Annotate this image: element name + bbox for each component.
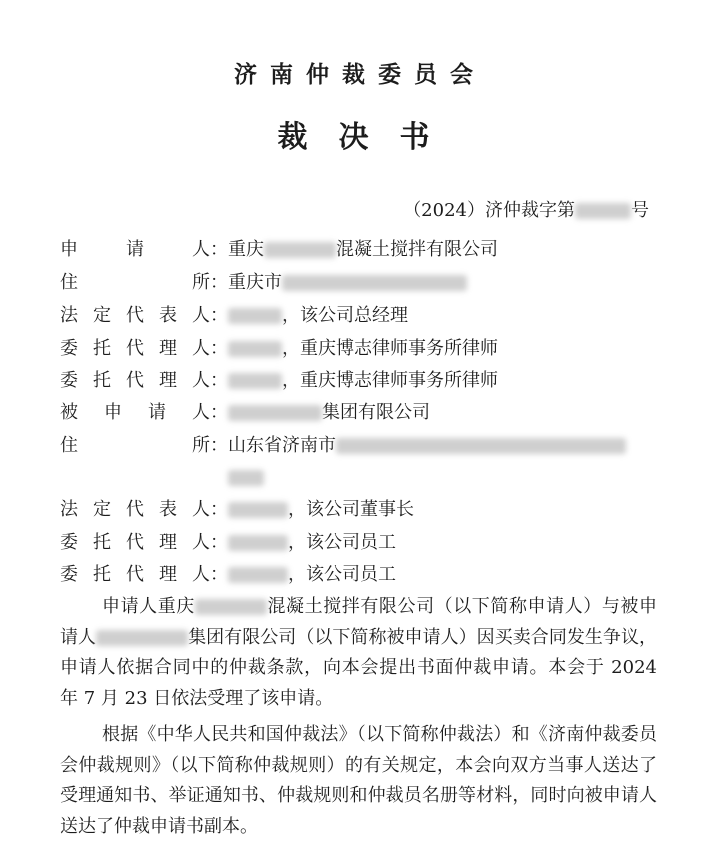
party-label: 被申请人: [60, 402, 210, 423]
document-title: 裁决书: [277, 120, 461, 155]
organization-name: 济南仲裁委员会: [234, 61, 486, 88]
party-label: 住所: [60, 272, 210, 293]
value-prefix: 重庆: [228, 239, 264, 260]
value-suffix: ，重庆博志律师事务所律师: [282, 338, 498, 359]
value-suffix: ，该公司员工: [288, 532, 396, 553]
party-label: 法定代表人: [60, 305, 210, 326]
party-label: 法定代表人: [60, 499, 210, 520]
colon: ：: [210, 532, 228, 553]
paragraph-text: 集团有限公司（以下简称被申请人）因买卖合同发生争议，申请人依据合同中的仲裁条款，向本会提出书面仲裁申请。本会于 2024 年 7 月 23 日依法受理了该申请。: [60, 626, 658, 709]
party-value: [228, 366, 498, 396]
party-row-respondent: [60, 398, 430, 428]
colon: ：: [210, 370, 228, 391]
redacted-address: [282, 275, 467, 291]
party-value: [228, 560, 396, 590]
party-row-applicant-agent-2: [60, 366, 498, 396]
case-number-prefix: （2024）济仲裁字第: [403, 200, 575, 221]
colon: ：: [210, 338, 228, 359]
colon: ：: [210, 305, 228, 326]
colon: ：: [210, 239, 228, 260]
redacted-name: [228, 373, 282, 389]
party-label: 委托代理人: [60, 532, 210, 553]
party-label: 委托代理人: [60, 370, 210, 391]
paragraph-case-background: [60, 592, 657, 714]
colon: ：: [210, 564, 228, 585]
party-value: [228, 235, 498, 265]
party-value: [228, 495, 414, 525]
party-value: [228, 268, 467, 298]
party-label: 委托代理人: [60, 338, 210, 359]
value-prefix: 重庆市: [228, 272, 282, 293]
redacted-name: [228, 535, 288, 551]
party-value: [228, 334, 498, 364]
redacted-name: [228, 502, 288, 518]
value-suffix: ，该公司员工: [288, 564, 396, 585]
case-number: [403, 196, 649, 222]
value-suffix: 混凝土搅拌有限公司: [336, 239, 498, 260]
party-value: [228, 301, 408, 331]
colon: ：: [210, 435, 228, 456]
party-row-applicant: [60, 235, 498, 265]
value-suffix: ，该公司总经理: [282, 305, 408, 326]
paragraph-text: 申请人重庆: [102, 596, 195, 617]
colon: ：: [210, 402, 228, 423]
redacted-name: [228, 308, 282, 324]
party-label: 住所: [60, 435, 210, 456]
value-suffix: ，重庆博志律师事务所律师: [282, 370, 498, 391]
paragraph-text: 混凝土搅拌有限公司（以下简称申请人）与被申请人: [60, 596, 658, 648]
case-number-suffix: 号: [631, 200, 649, 221]
redacted-name: [195, 599, 267, 615]
party-row-applicant-address: [60, 268, 467, 298]
party-value: [228, 398, 430, 428]
party-label: 申请人: [60, 239, 210, 260]
redacted-name: [228, 341, 282, 357]
redacted-address-continued: [228, 470, 264, 486]
party-row-respondent-address: [60, 431, 626, 461]
party-row-respondent-legal-rep: [60, 495, 414, 525]
party-row-applicant-legal-rep: [60, 301, 408, 331]
party-value: [228, 431, 626, 461]
party-row-respondent-agent-2: [60, 560, 396, 590]
party-label: 委托代理人: [60, 564, 210, 585]
value-suffix: ，该公司董事长: [288, 499, 414, 520]
paragraph-procedure: 根据《中华人民共和国仲裁法》（以下简称仲裁法）和《济南仲裁委员会仲裁规则》（以下简称仲裁规则）的有关规定，本会向双方当事人送达了受理通知书、举证通知书、仲裁规则和仲裁员名册等材料，同时向被申请人送达了仲裁申请书副本。: [60, 724, 657, 837]
party-row-respondent-agent-1: [60, 528, 396, 558]
colon: ：: [210, 272, 228, 293]
redacted-name: [96, 630, 188, 646]
redacted-name: [264, 242, 336, 258]
redacted-case-number: [575, 203, 631, 219]
value-suffix: 集团有限公司: [322, 402, 430, 423]
redacted-name: [228, 405, 322, 421]
value-prefix: 山东省济南市: [228, 435, 336, 456]
redacted-name: [228, 567, 288, 583]
colon: ：: [210, 499, 228, 520]
party-row-applicant-agent-1: [60, 334, 498, 364]
party-value: [228, 528, 396, 558]
redacted-address: [336, 438, 626, 454]
